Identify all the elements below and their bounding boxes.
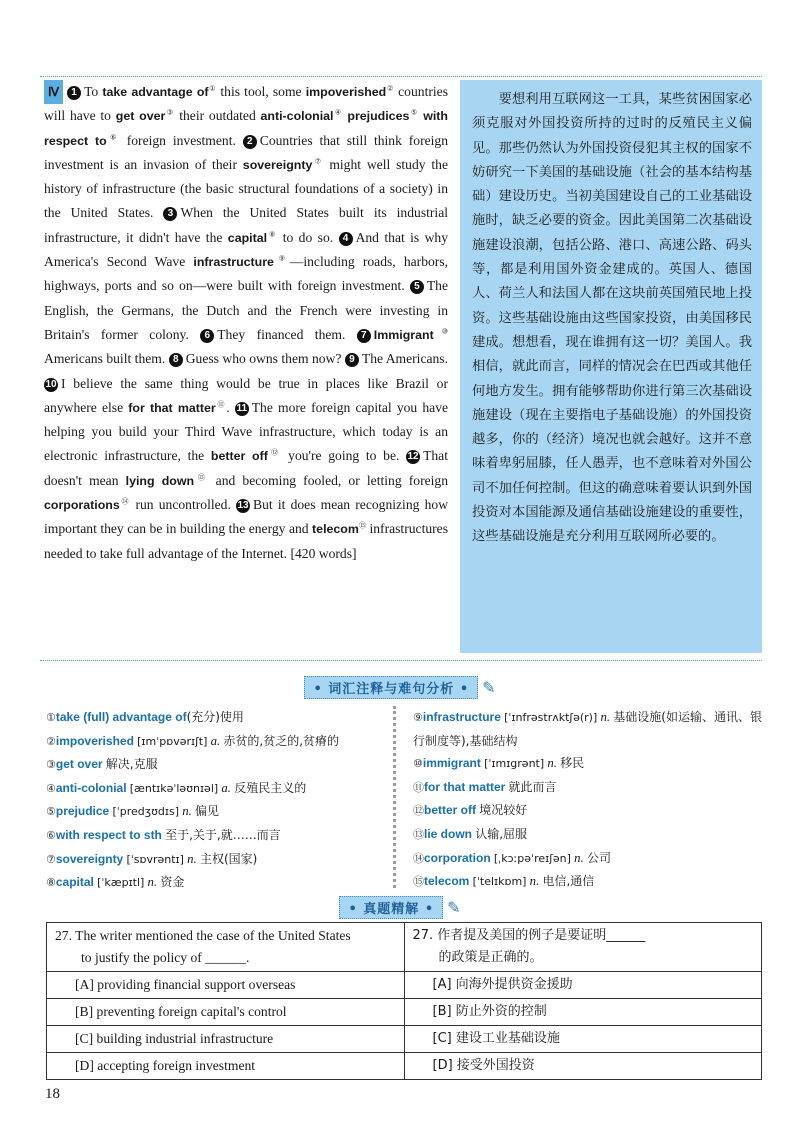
option-c-en[interactable]: [C] building industrial infrastructure (47, 1026, 405, 1053)
sentence-number: 6 (200, 329, 214, 343)
sentence-number: 10 (45, 378, 57, 390)
vocab-item: ②impoverished [ɪmˈpɒvərɪʃt] a. 赤贫的,贫乏的,贫瘠的 (46, 733, 340, 748)
sentence-number: 9 (345, 353, 359, 367)
vocab-item: ⑧capital [ˈkæpɪtl] n. 资金 (46, 875, 185, 890)
option-row-a (47, 972, 762, 999)
sentence-number: 5 (410, 280, 424, 294)
vocab-item: ③get over 解决,克服 (46, 757, 158, 772)
vocab-item: ①take (full) advantage of(充分)使用 (46, 710, 244, 724)
sentence-number: 7 (357, 329, 371, 343)
exam-banner (0, 896, 800, 919)
vocab-term: take advantage of (102, 85, 209, 99)
vocab-item: ⑪for that matter 就此而言 (413, 779, 557, 794)
option-d-zh[interactable]: [D] 接受外国投资 (404, 1053, 762, 1080)
question-stem-zh: 27. 作者提及美国的例子是要证明______ 的政策是正确的。 (404, 923, 762, 972)
option-row-b (47, 999, 762, 1026)
exam-banner-label: • 真题精解 • (339, 896, 443, 919)
option-c-zh[interactable]: [C] 建设工业基础设施 (404, 1026, 762, 1053)
question-stem-en: 27. The writer mentioned the case of the United States to justify the policy of ______. (47, 923, 405, 972)
sentence-number: 4 (339, 232, 353, 246)
vocab-list-left (46, 706, 391, 895)
translation-text: 要想利用互联网这一工具，某些贫困国家必须克服对外国投资所持的过时的反殖民主义偏见。那些仍然认为外国投资侵犯其主权的国家不妨研究一下美国的基础设施（社会的基本结构基础）建设历史。当初美国建设自己的工业基础设施时，缺乏必要的资金。因此美国第二次基础设施建设浪潮，包括公路、港口、高速公路、码头等，都是利用国外资金建成的。英国人、德国人、荷兰人和法国人都在这块前英国殖民地上投资。这些基础设施由这些国家投资，由美国移民建成。想想看，现在谁拥有这一切？美国人。我相信，就此而言，同样的情况会在巴西或其他任何地方发生。拥有能够帮助你进行第三次基础设施建设（现在主要指电子基础设施）的外国投资越多，你的（经济）境况也就会越好。这并不意味着卑躬屈膝，任人愚弄，也不意味着对外国公司不加任何控制。但这的确意味着要认识到外国投资对本国能源及通信基础设施建设的重要性，这些基础设施是充分利用互联网所必要的。 (472, 92, 752, 545)
question-stem-row (47, 923, 762, 972)
vocab-item: ⑨infrastructure [ˈɪnfrəstrʌktʃə(r)] n. 基础设施(如运输、通讯、银行制度等),基础结构 (413, 710, 762, 748)
option-row-c (47, 1026, 762, 1053)
vocab-item: ⑮telecom [ˈtelɪkɒm] n. 电信,通信 (413, 874, 595, 889)
vocab-item: ⑥with respect to sth 至于,关于,就……而言 (46, 827, 281, 842)
question-table (46, 922, 762, 1080)
vocab-item: ④anti-colonial [æntɪkəˈləʊnɪəl] a. 反殖民主义的 (46, 780, 307, 795)
top-divider (40, 76, 762, 77)
vocab-banner-label: • 词汇注释与难句分析 • (304, 676, 478, 699)
sentence-number: 3 (163, 207, 177, 221)
vocab-column-divider (393, 706, 396, 888)
vocab-item: ⑭corporation [ˌkɔːpəˈreɪʃən] n. 公司 (413, 850, 611, 865)
vocab-item: ⑤prejudice [ˈpredʒʊdɪs] n. 偏见 (46, 804, 220, 819)
sentence-number: 11 (236, 402, 248, 414)
option-d-en[interactable]: [D] accepting foreign investment (47, 1053, 405, 1080)
option-a-en[interactable]: [A] providing financial support overseas (47, 972, 405, 999)
pen-icon: ✎ (447, 900, 461, 917)
section-marker: Ⅳ (44, 80, 63, 104)
sentence-number: 1 (67, 86, 81, 100)
option-b-en[interactable]: [B] preventing foreign capital's control (47, 999, 405, 1026)
vocab-item: ⑩immigrant [ˈɪmɪgrənt] n. 移民 (413, 756, 585, 771)
mid-divider (40, 660, 762, 661)
option-b-zh[interactable]: [B] 防止外资的控制 (404, 999, 762, 1026)
sentence-number: 13 (237, 500, 249, 512)
vocab-list-right (413, 706, 763, 894)
vocab-item: ⑬lie down 认输,屈服 (413, 826, 528, 841)
sentence-number: 8 (169, 353, 183, 367)
english-passage: Ⅳ 1 To take advantage of① this tool, some impoverished② countries will have to get over③ their outdated anti-colonial④ prejudices⑤ with respect to⑥ foreign investment. 2 Countries that still think foreign investment is an invasion of their sovereignty⑦ might well study the history of infrastructure (the basic structural foundations of a society) in the United States. 3 When the United States built its industrial infrastructure, it didn't have the capital⑧ to do so. 4 And that is why America's Second Wave infrastructure⑨—including roads, harbors, highways, ports and so on—were built with foreign investment. 5 The English, the Germans, the Dutch and the French were investing in Britain's former colony. 6 They financed them. 7 Immigrant⑩ Americans built them. 8 Guess who owns them now? 9 The Americans. 10 I believe the same thing would be true in places like Brazil or anywhere else for that matter⑪. 11 The more foreign capital you have helping you build your Third Wave infrastructure, which today is an electronic infrastructure, the better off⑫ you're going to be. 12 That doesn't mean lying down⑬ and becoming fooled, or letting foreign corporations⑭ run uncontrolled. 13 But it does mean recognizing how important they can be in building the energy and telecom⑮ infrastructures needed to take full advantage of the Internet. [420 words] (44, 80, 448, 566)
pen-icon: ✎ (482, 680, 496, 697)
vocab-banner (0, 676, 800, 699)
word-count: [420 words] (290, 545, 357, 561)
option-row-d (47, 1053, 762, 1080)
sentence-number: 2 (243, 135, 257, 149)
sentence-number: 12 (407, 451, 419, 463)
vocab-item: ⑦sovereignty [ˈsɒvrəntɪ] n. 主权(国家) (46, 851, 258, 866)
page-number: 18 (45, 1086, 60, 1102)
chinese-translation (460, 80, 762, 653)
option-a-zh[interactable]: [A] 向海外提供资金援助 (404, 972, 762, 999)
vocab-item: ⑫better off 境况较好 (413, 803, 528, 818)
